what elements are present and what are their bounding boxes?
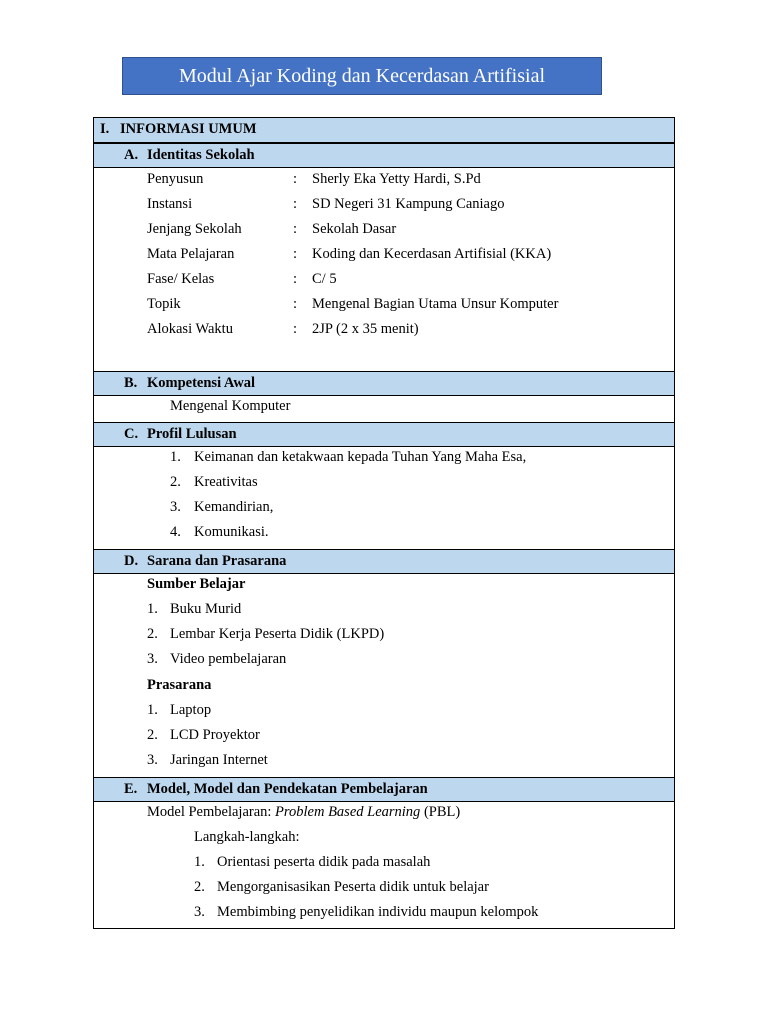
subsection-sarana-prasarana: [94, 549, 674, 574]
list-item: Laptop: [170, 702, 212, 718]
field-label: Jenjang Sekolah: [147, 221, 242, 237]
field-label: Fase/ Kelas: [147, 271, 215, 287]
subsection-number: C.: [124, 426, 139, 442]
list-item: Buku Murid: [170, 601, 242, 617]
prasarana-heading: Prasarana: [147, 677, 212, 693]
section-number: I.: [100, 121, 110, 137]
subsection-label: Identitas Sekolah: [147, 147, 255, 163]
list-number: 3.: [170, 499, 181, 515]
field-value: 2JP (2 x 35 menit): [312, 321, 419, 337]
list-number: 2.: [170, 474, 181, 490]
list-item: LCD Proyektor: [170, 727, 260, 743]
subsection-identitas: [94, 143, 674, 168]
field-label: Mata Pelajaran: [147, 246, 235, 262]
colon: :: [293, 246, 298, 262]
colon: :: [293, 296, 298, 312]
field-label: Penyusun: [147, 171, 204, 187]
list-number: 2.: [194, 879, 205, 895]
subsection-label: Model, Model dan Pendekatan Pembelajaran: [147, 781, 428, 797]
subsection-label: Sarana dan Prasarana: [147, 553, 287, 569]
list-item: Membimbing penyelidikan individu maupun kelompok: [217, 904, 539, 920]
model-name: Problem Based Learning: [275, 804, 421, 820]
list-number: 1.: [194, 854, 205, 870]
list-number: 1.: [147, 702, 158, 718]
list-item: Kreativitas: [194, 474, 258, 490]
field-value: Sherly Eka Yetty Hardi, S.Pd: [312, 171, 481, 187]
field-label: Instansi: [147, 196, 193, 212]
list-item: Jaringan Internet: [170, 752, 268, 768]
field-label: Alokasi Waktu: [147, 321, 233, 337]
list-item: Kemandirian,: [194, 499, 274, 515]
field-value: SD Negeri 31 Kampung Caniago: [312, 196, 505, 212]
subsection-profil-lulusan: [94, 422, 674, 447]
list-number: 2.: [147, 626, 158, 642]
list-number: 1.: [170, 449, 181, 465]
list-number: 3.: [194, 904, 205, 920]
model-suffix: (PBL): [420, 804, 461, 820]
subsection-kompetensi-awal: [94, 371, 674, 396]
list-item: Orientasi peserta didik pada masalah: [217, 854, 431, 870]
section-label: INFORMASI UMUM: [120, 121, 257, 137]
colon: :: [293, 271, 298, 287]
langkah-heading: Langkah-langkah:: [194, 829, 300, 845]
subsection-number: E.: [124, 781, 138, 797]
field-value: Koding dan Kecerdasan Artifisial (KKA): [312, 246, 552, 262]
field-label: Topik: [147, 296, 181, 312]
list-item: Mengorganisasikan Peserta didik untuk belajar: [217, 879, 489, 895]
colon: :: [293, 171, 298, 187]
subsection-number: A.: [124, 147, 139, 163]
colon: :: [293, 321, 298, 337]
document-title: Modul Ajar Koding dan Kecerdasan Artifisial: [122, 57, 602, 95]
field-value: Sekolah Dasar: [312, 221, 397, 237]
model-pembelajaran-line: [147, 803, 460, 821]
list-number: 3.: [147, 651, 158, 667]
colon: :: [293, 221, 298, 237]
list-number: 3.: [147, 752, 158, 768]
list-number: 2.: [147, 727, 158, 743]
subsection-number: B.: [124, 375, 138, 391]
list-item: Keimanan dan ketakwaan kepada Tuhan Yang Maha Esa,: [194, 449, 527, 465]
subsection-model-pembelajaran: [94, 777, 674, 802]
model-prefix: Model Pembelajaran:: [147, 804, 276, 820]
info-table: [93, 117, 675, 929]
list-item: Komunikasi.: [194, 524, 269, 540]
list-item: Lembar Kerja Peserta Didik (LKPD): [170, 626, 385, 642]
sumber-belajar-heading: Sumber Belajar: [147, 576, 246, 592]
subsection-label: Profil Lulusan: [147, 426, 237, 442]
field-value: C/ 5: [312, 271, 337, 287]
list-number: 1.: [147, 601, 158, 617]
subsection-number: D.: [124, 553, 139, 569]
list-number: 4.: [170, 524, 181, 540]
field-value: Mengenal Bagian Utama Unsur Komputer: [312, 296, 559, 312]
kompetensi-text: Mengenal Komputer: [170, 398, 291, 414]
subsection-label: Kompetensi Awal: [147, 375, 256, 391]
list-item: Video pembelajaran: [170, 651, 287, 667]
colon: :: [293, 196, 298, 212]
section-informasi-umum: [94, 118, 674, 143]
